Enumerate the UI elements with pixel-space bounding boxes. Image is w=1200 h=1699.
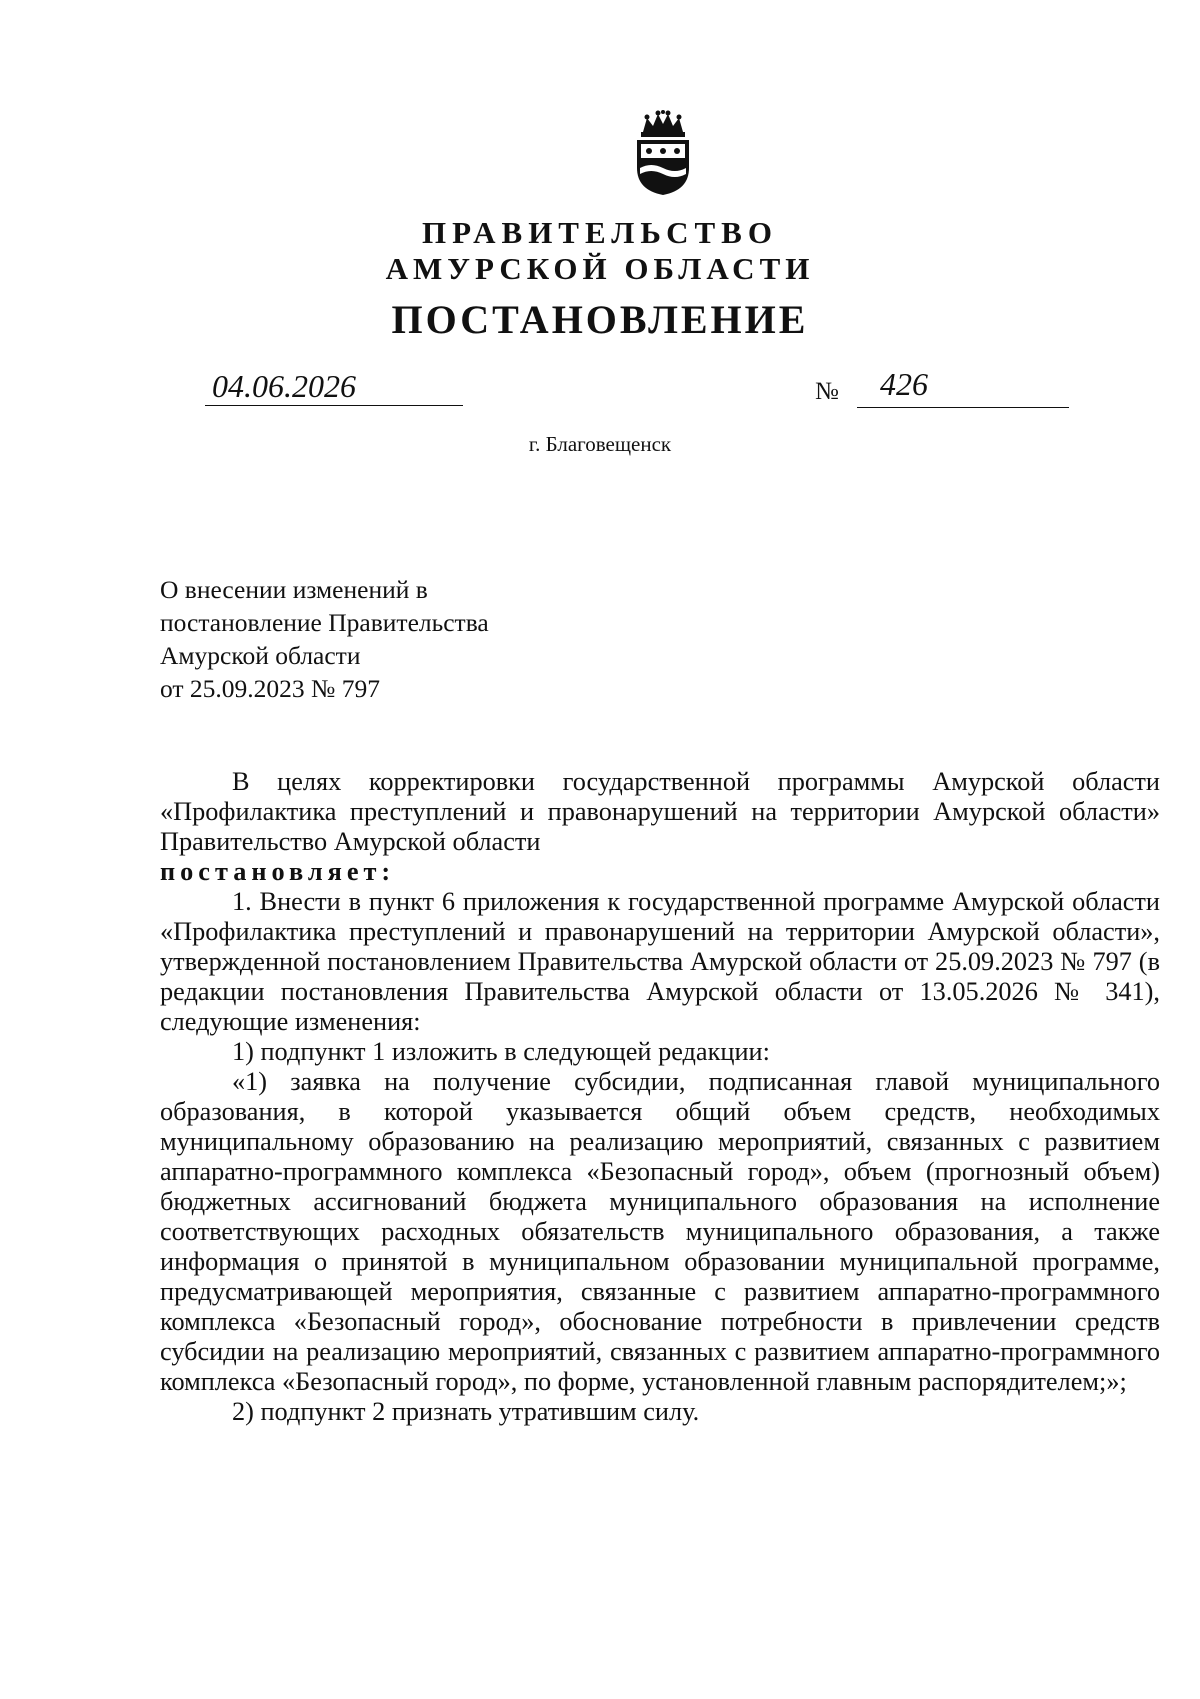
subject-line: постановление Правительства <box>160 608 489 637</box>
handwritten-date: 04.06.2026 <box>212 368 356 404</box>
subitem-2-paragraph: 2) подпункт 2 признать утратившим силу. <box>232 1397 700 1426</box>
subitem-1-intro: 1) подпункт 1 изложить в следующей редакции: <box>232 1037 770 1066</box>
number-underline <box>857 407 1069 408</box>
document-body <box>160 767 1160 1427</box>
city-label: г. Благовещенск <box>528 432 672 456</box>
coat-of-arms-icon <box>631 110 695 196</box>
document-subject <box>160 573 489 705</box>
org-name-line1: ПРАВИТЕЛЬСТВО <box>422 215 778 250</box>
org-name-line2: АМУРСКОЙ ОБЛАСТИ <box>385 251 815 286</box>
subitem-1-text: «1) заявка на получение субсидии, подписанная главой муниципального образования, в которой указывается общий объем средств, необходимых муниципальному образованию на реализацию мероприятий, связанных с развитием аппаратно-программного комплекса «Безопасный город», объем (прогнозный объем) бюджетных ассигнований бюджета муниципального образования на исполнение соответствующих расходных обязательств муниципального образования, а также информация о принятой в муниципальном образовании муниципальной программе, предусматривающей мероприятия, связанные с развитием аппаратно-программного комплекса «Безопасный город», обоснование потребности в привлечении средств субсидии на реализацию мероприятий, связанных с развитием аппаратно-программного комплекса «Безопасный город», по форме, установленной главным распорядителем;»; <box>160 1067 1160 1396</box>
item-1-paragraph: 1. Внести в пункт 6 приложения к государственной программе Амурской области «Профилактика преступлений и правонарушений на территории Амурской области», утвержденной постановлением Правительства Амурской области от 25.09.2023 № 797 (в редакции постановления Правительства Амурской области от 13.05.2026 № 341), следующие изменения: <box>160 887 1160 1036</box>
subject-line: О внесении изменений в <box>160 575 428 604</box>
document-type-title: ПОСТАНОВЛЕНИЕ <box>391 297 809 342</box>
resolves-label: постановляет: <box>160 857 396 886</box>
subject-line: Амурской области <box>160 641 361 670</box>
date-underline <box>205 405 463 406</box>
handwritten-number: 426 <box>880 366 928 402</box>
number-sign: № <box>815 378 839 405</box>
subject-line: от 25.09.2023 № 797 <box>160 674 381 703</box>
preamble-paragraph: В целях корректировки государственной программы Амурской области «Профилактика преступлений и правонарушений на территории Амурской области» Правительство Амурской области <box>160 767 1160 856</box>
